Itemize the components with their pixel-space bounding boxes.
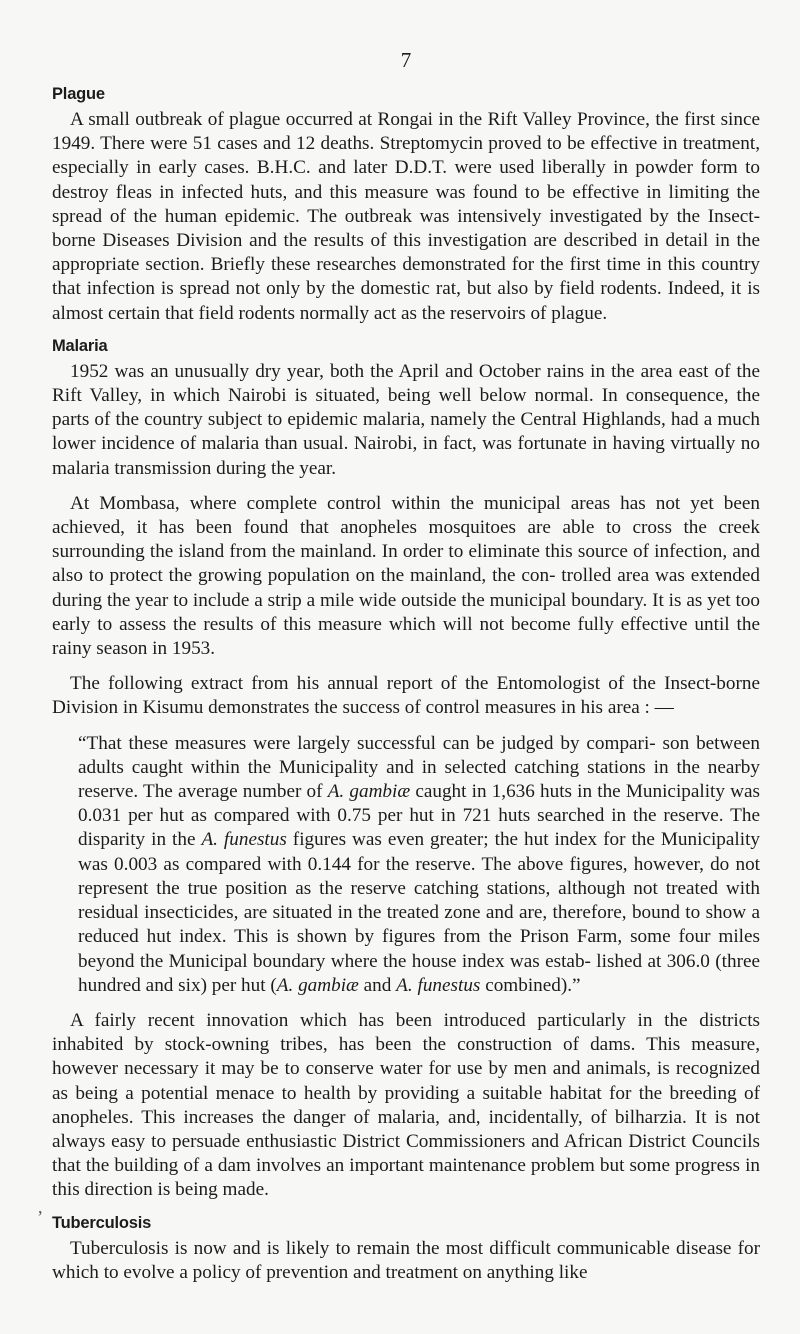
quote-text-3: figures was even greater; the hut index for the Municipality was 0.003 as compared with 0.144 for the reserve. The above figures, however, do not represent the true position as the reserve catching stations, although not treated with residual insecticides, are situated in the treated zone and are, therefore, bound to show a reduced hut index. This is shown by figures from the Prison Farm, some four miles beyond the Municipal boundary where the house index was estab- lished at 306.0 (three hundred and six) per hut ( [78,829,760,996]
quote-text-4: and [358,974,397,996]
heading-malaria: Malaria [52,336,108,355]
malaria-paragraph-2: At Mombasa, where complete control within the municipal areas has not yet been achieved, it has been found that anopheles mosquitoes are able to cross the creek surrounding the island from the mainland. In order to eliminate this source of infection, and also to protect the growing population on the mainland, the con- trolled area was extended during the year to include a strip a mile wide outside the municipal boundary. It is as yet too early to assess the results of this measure which will not become fully effective until the rainy season in 1953. [52,492,760,660]
page-number: 7 [400,48,412,72]
stray-scan-mark: , [38,1197,43,1217]
quote-species-2: A. funestus [201,829,287,851]
quote-text-2: caught in 1,636 huts in the Municipality was 0.031 per hut as compared with 0.75 per hut in 721 huts searched in the reserve. The disparity in the [78,781,760,851]
heading-tuberculosis: Tuberculosis [52,1213,152,1232]
section-malaria [52,337,760,1203]
tuberculosis-paragraph-1: Tuberculosis is now and is likely to remain the most difficult communicable disease for which to evolve a policy of prevention and treatment on anything like [52,1237,760,1283]
quote-text-5: combined).” [480,974,581,996]
quote-species-1: A. gambiæ [327,781,411,803]
quote-species-4: A. funestus [396,974,481,996]
malaria-paragraph-4: A fairly recent innovation which has been introduced particularly in the districts inhabited by stock-owning tribes, has been the construction of dams. This measure, however necessary it may be to conserve water for use by men and animals, is recognized as being a potential menace to health by providing a suitable habitat for the breeding of anopheles. This increases the danger of malaria, and, incidentally, of bilharzia. It is not always easy to persuade enthusiastic District Commissioners and African District Councils that the building of a dam involves an important maintenance problem but some progress in this direction is being made. [52,1009,760,1201]
malaria-paragraph-1: 1952 was an unusually dry year, both the April and October rains in the area east of the Rift Valley, in which Nairobi is situated, being well below normal. In consequence, the parts of the country subject to epidemic malaria, namely the Central Highlands, had a much lower incidence of malaria than usual. Nairobi, in fact, was fortunate in having virtually no malaria transmission during the year. [52,360,760,479]
section-tuberculosis [52,1214,760,1285]
quote-species-3: A. gambiæ [276,974,359,996]
heading-plague: Plague [52,85,105,103]
entomologist-quote [52,732,760,998]
plague-paragraph-1: A small outbreak of plague occurred at Rongai in the Rift Valley Province, the first since 1949. There were 51 cases and 12 deaths. Streptomycin proved to be effective in treatment, especially in early cases. B.H.C. and later D.D.T. were used liberally in powder form to destroy fleas in infected huts, and this measure was found to be effective in limiting the spread of the human epidemic. The outbreak was intensively investigated by the Insect-borne Diseases Division and the results of this investigation are described in detail in the appropriate section. Briefly these researches demonstrated for the first time in this country that infection is spread not only by the domestic rat, but also by field rodents. Indeed, it is almost certain that field rodents normally act as the reservoirs of plague. [52,109,760,324]
malaria-paragraph-3: The following extract from his annual report of the Entomologist of the Insect-borne Division in Kisumu demonstrates the success of control measures in his area : — [52,673,760,719]
quote-text-1: “That these measures were largely successful can be judged by compari- son between adults caught within the Municipality and in selected catching stations in the nearby reserve. The average number of [78,732,760,803]
section-plague [52,85,760,326]
